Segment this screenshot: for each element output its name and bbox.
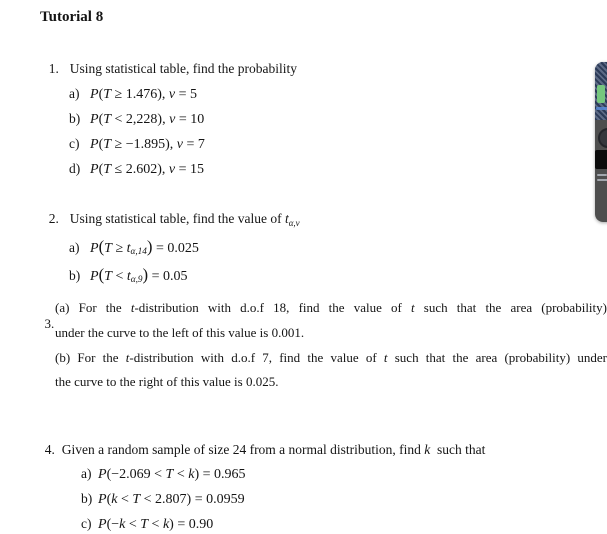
item-label: a) bbox=[81, 465, 92, 481]
item-label: a) bbox=[69, 85, 80, 101]
problem-4-number: 4. bbox=[44, 441, 55, 457]
math-expression: P(−k < T < k) = 0.90 bbox=[98, 516, 214, 532]
problem-2-header: Using statistical table, find the value of tα,v bbox=[69, 210, 300, 228]
page-title: Tutorial 8 bbox=[40, 9, 104, 25]
math-expression: P(T ≥ tα,14) = 0.025 bbox=[90, 236, 199, 257]
math-expression: P(T < 2,228), v = 10 bbox=[90, 111, 205, 127]
item-label: b) bbox=[81, 490, 93, 506]
problem-3-line-3: (b) For the t-distribution with d.o.f 7, find the value of t such that the area (probability) under bbox=[55, 350, 607, 365]
widget-black-bar bbox=[595, 150, 607, 169]
green-thumbnail-icon bbox=[597, 85, 605, 103]
widget-text-line-1 bbox=[597, 174, 607, 176]
problem-1-item-d bbox=[62, 143, 204, 178]
problem-1-header: Using statistical table, find the probability bbox=[69, 60, 297, 76]
math-expression: P(k < T < 2.807) = 0.0959 bbox=[98, 491, 245, 507]
math-expression: P(T ≥ −1.895), v = 7 bbox=[90, 136, 205, 152]
problem-3-line-2: under the curve to the left of this value is 0.001. bbox=[55, 325, 305, 340]
problem-4-header: Given a random sample of size 24 from a normal distribution, find k such that bbox=[61, 441, 486, 457]
problem-3-line-4: the curve to the right of this value is 0.025. bbox=[55, 374, 279, 389]
item-label: d) bbox=[69, 160, 81, 176]
problem-4-item-c bbox=[74, 498, 213, 533]
widget-text-line-2 bbox=[597, 179, 607, 181]
problem-3-number: 3. bbox=[44, 316, 55, 332]
item-label: b) bbox=[69, 110, 81, 126]
item-label: c) bbox=[81, 515, 92, 531]
math-expression: P(T ≤ 2.602), v = 15 bbox=[90, 161, 205, 177]
math-expression: P(−2.069 < T < k) = 0.965 bbox=[98, 466, 246, 482]
problem-2-item-b bbox=[62, 247, 188, 285]
problem-2-number: 2. bbox=[48, 210, 59, 226]
item-label: c) bbox=[69, 135, 80, 151]
math-expression: P(T ≥ 1.476), v = 5 bbox=[90, 86, 198, 102]
problem-3-number-line bbox=[38, 300, 54, 333]
math-expression: P(T < tα,9) = 0.05 bbox=[90, 264, 188, 285]
floating-widget[interactable] bbox=[595, 62, 607, 222]
item-label: b) bbox=[69, 267, 81, 283]
problem-3-line-1: (a) For the t-distribution with d.o.f 18, find the value of t such that the area (probability) bbox=[55, 300, 607, 315]
widget-caption-bar bbox=[596, 107, 607, 110]
widget-body bbox=[595, 120, 607, 222]
problem-1-number: 1. bbox=[48, 60, 59, 76]
avatar-circle-icon bbox=[598, 128, 607, 148]
item-label: a) bbox=[69, 239, 80, 255]
